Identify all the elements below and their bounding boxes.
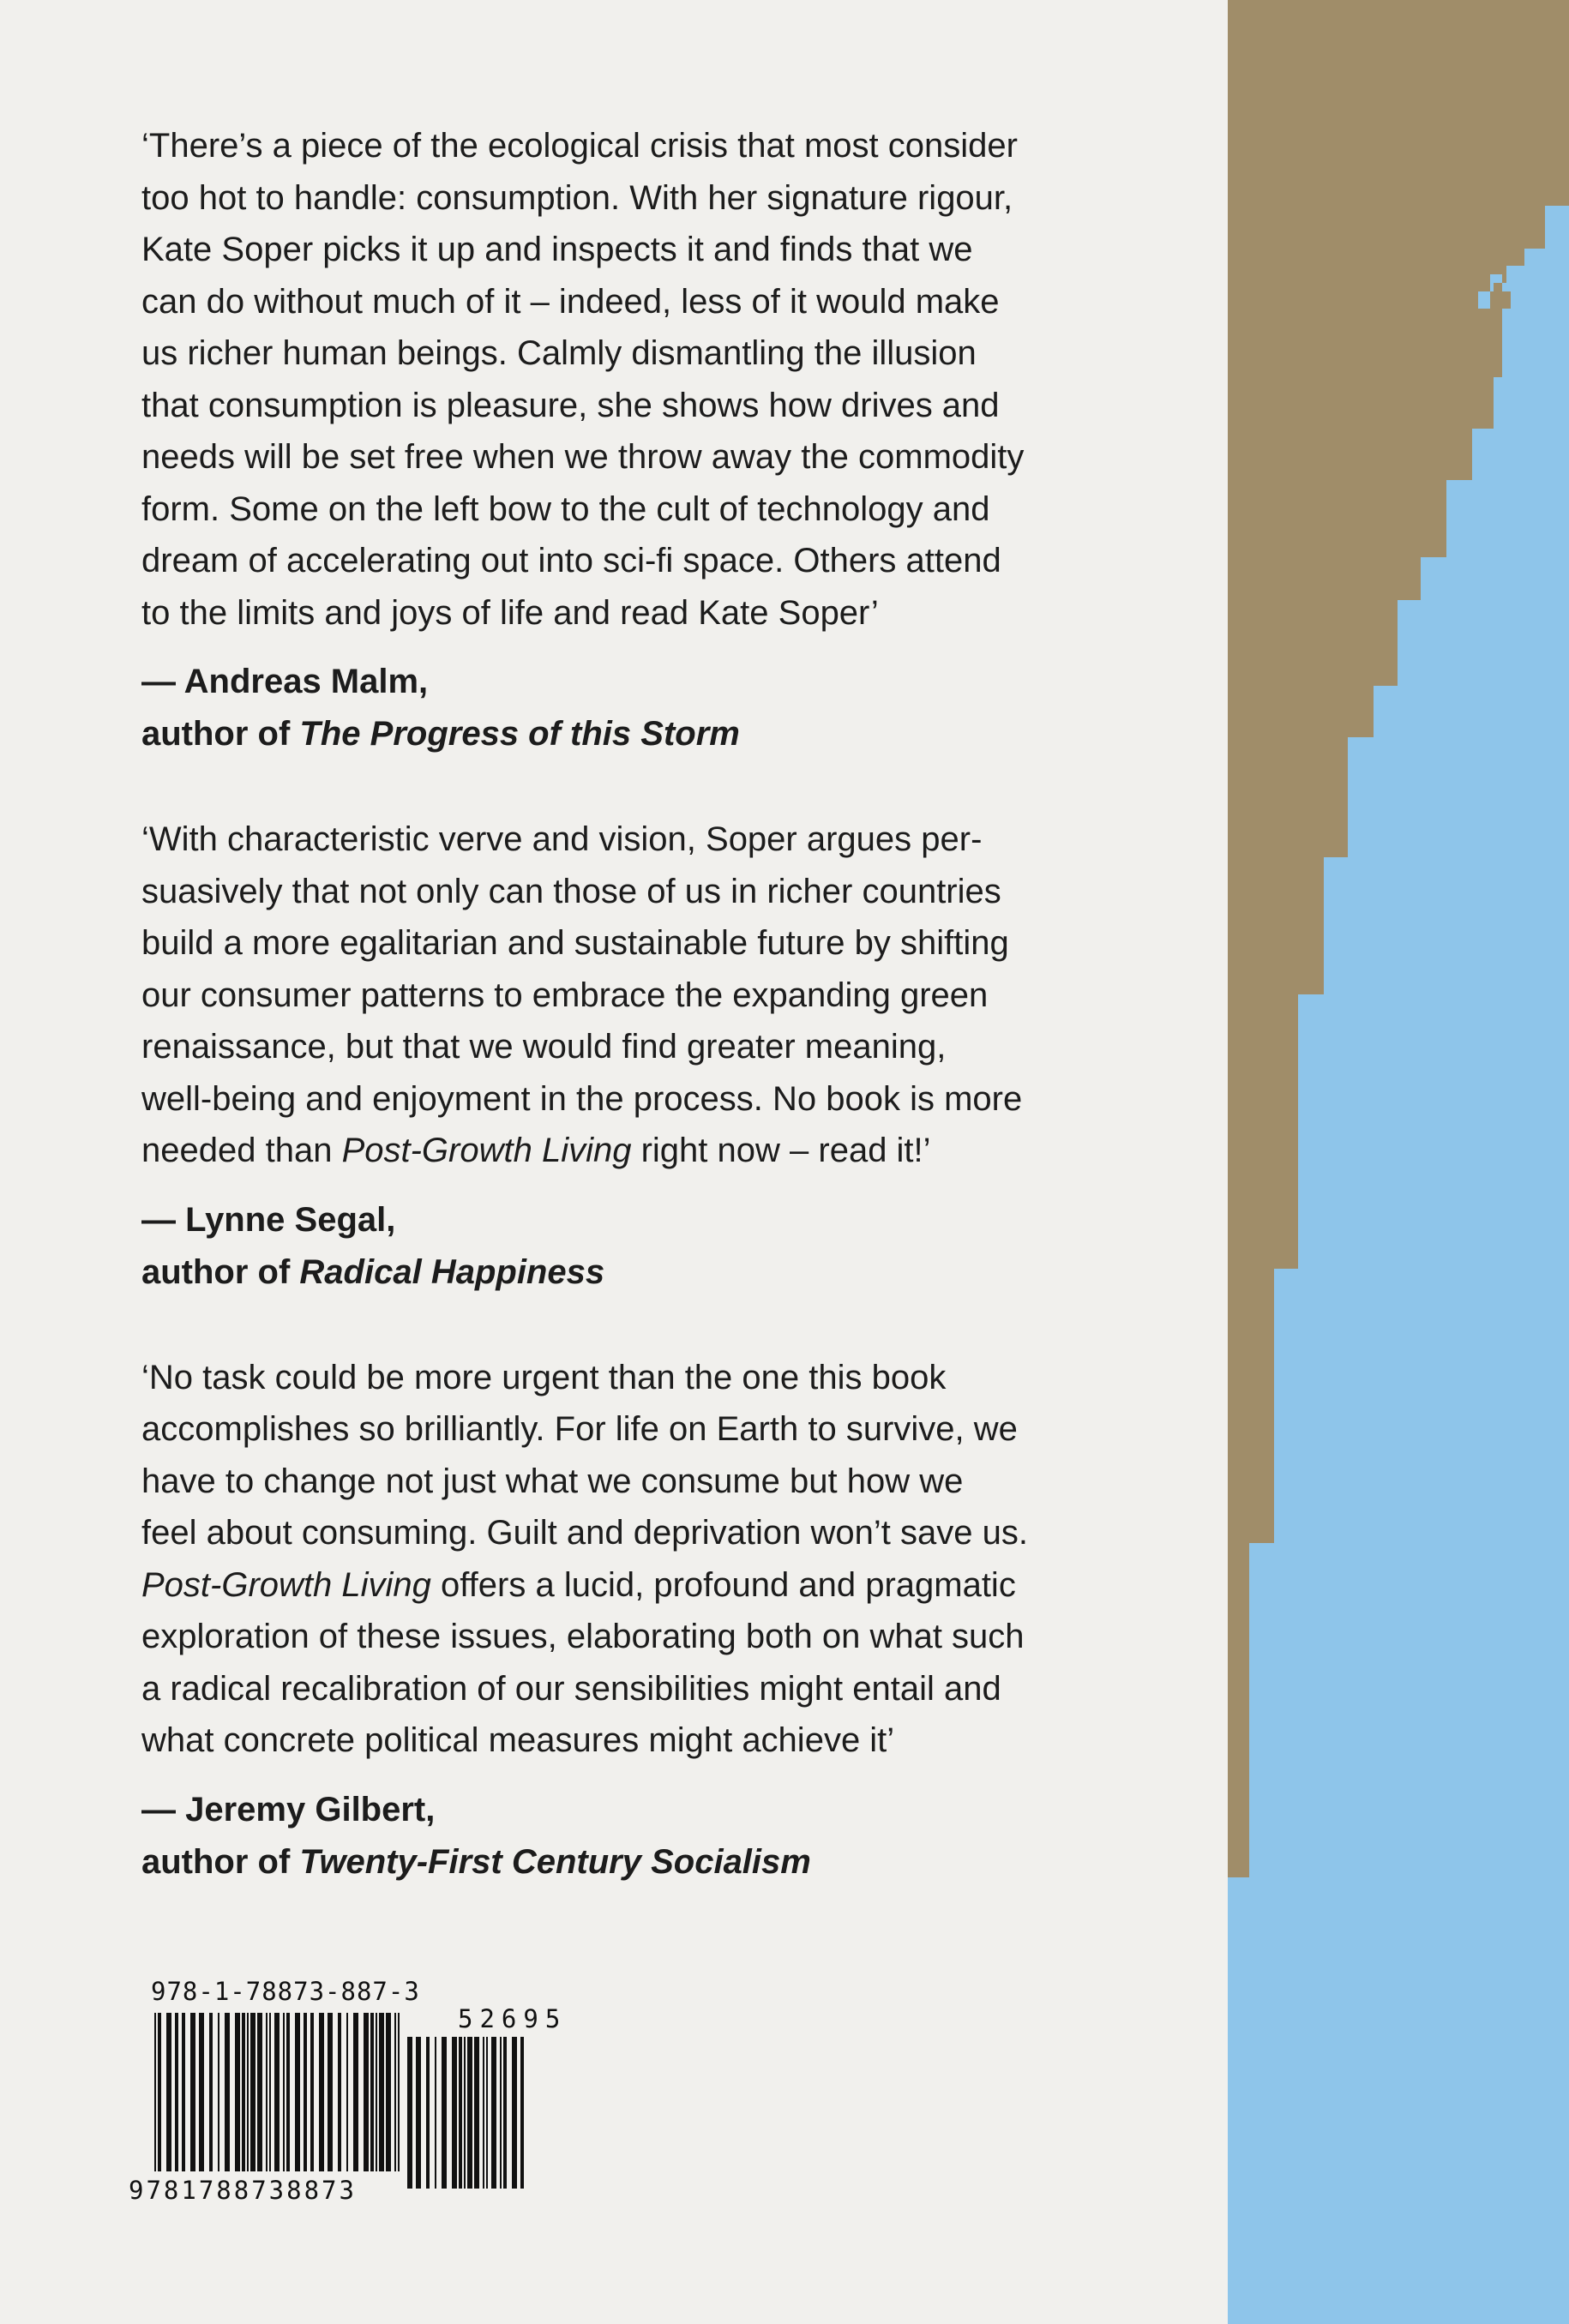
barcode-bar [304, 2013, 307, 2171]
barcode-bar [467, 2037, 472, 2189]
barcode-bar [370, 2013, 374, 2171]
quote-line: well-being and enjoyment in the process. No book is more [141, 1079, 1023, 1118]
author-role [141, 708, 1127, 760]
barcode-bar [386, 2013, 391, 2171]
quote-line: ‘There’s a piece of the ecological crisis that most consider [141, 127, 1018, 165]
barcode-bar [154, 2013, 156, 2171]
book-title: Twenty-First Century Socialism [299, 1842, 811, 1881]
quote-line: feel about consuming. Guilt and deprivation won’t save us. [141, 1514, 1028, 1552]
attribution [141, 1194, 1127, 1299]
quote-line: to the limits and joys of life and read Kate Soper’ [141, 593, 879, 632]
barcode-bar [512, 2037, 517, 2189]
barcode-bar [266, 2013, 268, 2171]
barcode-bar [459, 2037, 462, 2189]
quote-line: a radical recalibration of our sensibilities might entail and [141, 1669, 1001, 1708]
barcode-bar [199, 2013, 204, 2171]
book-title-inline: Post-Growth Living [341, 1132, 632, 1169]
quote-line: dream of accelerating out into sci-fi space. Others attend [141, 542, 1001, 579]
barcode-bar [520, 2037, 524, 2189]
barcode-bar [379, 2013, 384, 2171]
barcode-bar [247, 2013, 249, 2171]
barcode-bar [483, 2037, 484, 2189]
role-prefix: author of [141, 1842, 300, 1881]
quote-line: needs will be set free when we throw away the commodity [141, 438, 1025, 476]
barcode-bar [328, 2013, 333, 2171]
barcode-bar [218, 2013, 219, 2171]
quote-line: too hot to handle: consumption. With her signature rigour, [141, 178, 1013, 217]
quote-line: that consumption is pleasure, she shows how drives and [141, 386, 1000, 424]
role-prefix: author of [141, 715, 300, 753]
book-title: The Progress of this Storm [299, 715, 740, 753]
barcode-bar [209, 2013, 213, 2171]
endorsement-gilbert [141, 1352, 1127, 1889]
barcode-bar [338, 2013, 341, 2171]
line-fragment: right now – read it!’ [631, 1132, 931, 1169]
quote-text [141, 814, 1127, 1177]
quote-line: what concrete political measures might achieve it’ [141, 1721, 895, 1759]
barcode-bar [346, 2013, 348, 2171]
barcode-digits: 9781788738873 [129, 2176, 357, 2205]
quote-line: ‘No task could be more urgent than the one this book [141, 1358, 947, 1396]
quote-line: can do without much of it – indeed, less of it would make [141, 282, 1000, 321]
author-role [141, 1836, 1127, 1889]
barcode-bar [486, 2037, 488, 2189]
author-role [141, 1246, 1127, 1299]
quote-line: have to change not just what we consume but how we [141, 1462, 964, 1500]
barcode-bar [442, 2037, 447, 2189]
barcode-bar [491, 2037, 496, 2189]
price-code: 52695 [458, 2004, 568, 2033]
author-name: — Jeremy Gilbert, [141, 1790, 436, 1829]
barcode-bar [250, 2013, 255, 2171]
endorsements [141, 120, 1127, 1942]
quote-line: suasively that not only can those of us in richer countries [141, 872, 1001, 910]
barcode-bar [435, 2037, 436, 2189]
quote-line: form. Some on the left bow to the cult of technology and [141, 489, 990, 528]
role-prefix: author of [141, 1252, 300, 1291]
line-fragment: offers a lucid, profound and pragmatic [430, 1565, 1016, 1604]
endorsement-segal [141, 814, 1127, 1299]
barcode-bar [364, 2013, 369, 2171]
barcode-bar [503, 2037, 507, 2189]
barcode-bar [407, 2037, 412, 2189]
barcode-bar [500, 2037, 502, 2189]
quote-line: Kate Soper picks it up and inspects it and finds that we [141, 231, 973, 268]
author-name: — Lynne Segal, [141, 1200, 396, 1239]
endorsement-malm [141, 120, 1127, 760]
barcode-bar [242, 2013, 245, 2171]
barcode-bar [182, 2013, 185, 2171]
quote-line [141, 1566, 1016, 1604]
barcode-bar [426, 2037, 430, 2189]
quote-line: build a more egalitarian and sustainable future by shifting [141, 924, 1009, 962]
line-fragment: needed than [141, 1132, 342, 1169]
barcode-bar [257, 2013, 262, 2171]
quote-line: ‘With characteristic verve and vision, Soper argues per- [141, 820, 983, 858]
quote-line: exploration of these issues, elaborating both on what such [141, 1618, 1025, 1655]
quote-line: us richer human beings. Calmly dismantling the illusion [141, 334, 977, 372]
author-name: — Andreas Malm, [141, 663, 429, 700]
quote-line: our consumer patterns to embrace the expanding green [141, 976, 989, 1014]
book-title-inline: Post-Growth Living [141, 1565, 431, 1604]
barcode-bar [225, 2013, 230, 2171]
quote-line [141, 1132, 931, 1169]
book-title: Radical Happiness [299, 1252, 605, 1291]
barcode-bar [452, 2037, 457, 2189]
barcode-bar [269, 2013, 271, 2171]
cover-artwork [1228, 0, 1569, 2324]
isbn-text: 978-1-78873-887-3 [151, 1977, 420, 2006]
barcode-bar [235, 2013, 240, 2171]
barcode-bar [158, 2013, 161, 2171]
barcode-bar [394, 2013, 396, 2171]
barcode-bar [190, 2013, 195, 2171]
barcode-bar [175, 2013, 178, 2171]
barcode-bar [353, 2013, 358, 2171]
barcode-bar [376, 2013, 377, 2171]
barcode-bar [398, 2013, 400, 2171]
barcode-bar [283, 2013, 285, 2171]
barcode-bar [319, 2013, 324, 2171]
barcode-bar [274, 2013, 280, 2171]
barcode-bar [166, 2013, 171, 2171]
quote-text [141, 120, 1127, 639]
barcode-bar [295, 2013, 300, 2171]
quote-line: accomplishes so brilliantly. For life on Earth to survive, we [141, 1410, 1018, 1448]
barcode-bar [474, 2037, 479, 2189]
quote-text [141, 1352, 1127, 1767]
barcode-bar [286, 2013, 290, 2171]
attribution [141, 656, 1127, 760]
quote-line: renaissance, but that we would find greater meaning, [141, 1028, 947, 1066]
barcode-bar [310, 2013, 314, 2171]
barcode-bar [416, 2037, 421, 2189]
barcode-bar [464, 2037, 466, 2189]
attribution [141, 1784, 1127, 1889]
